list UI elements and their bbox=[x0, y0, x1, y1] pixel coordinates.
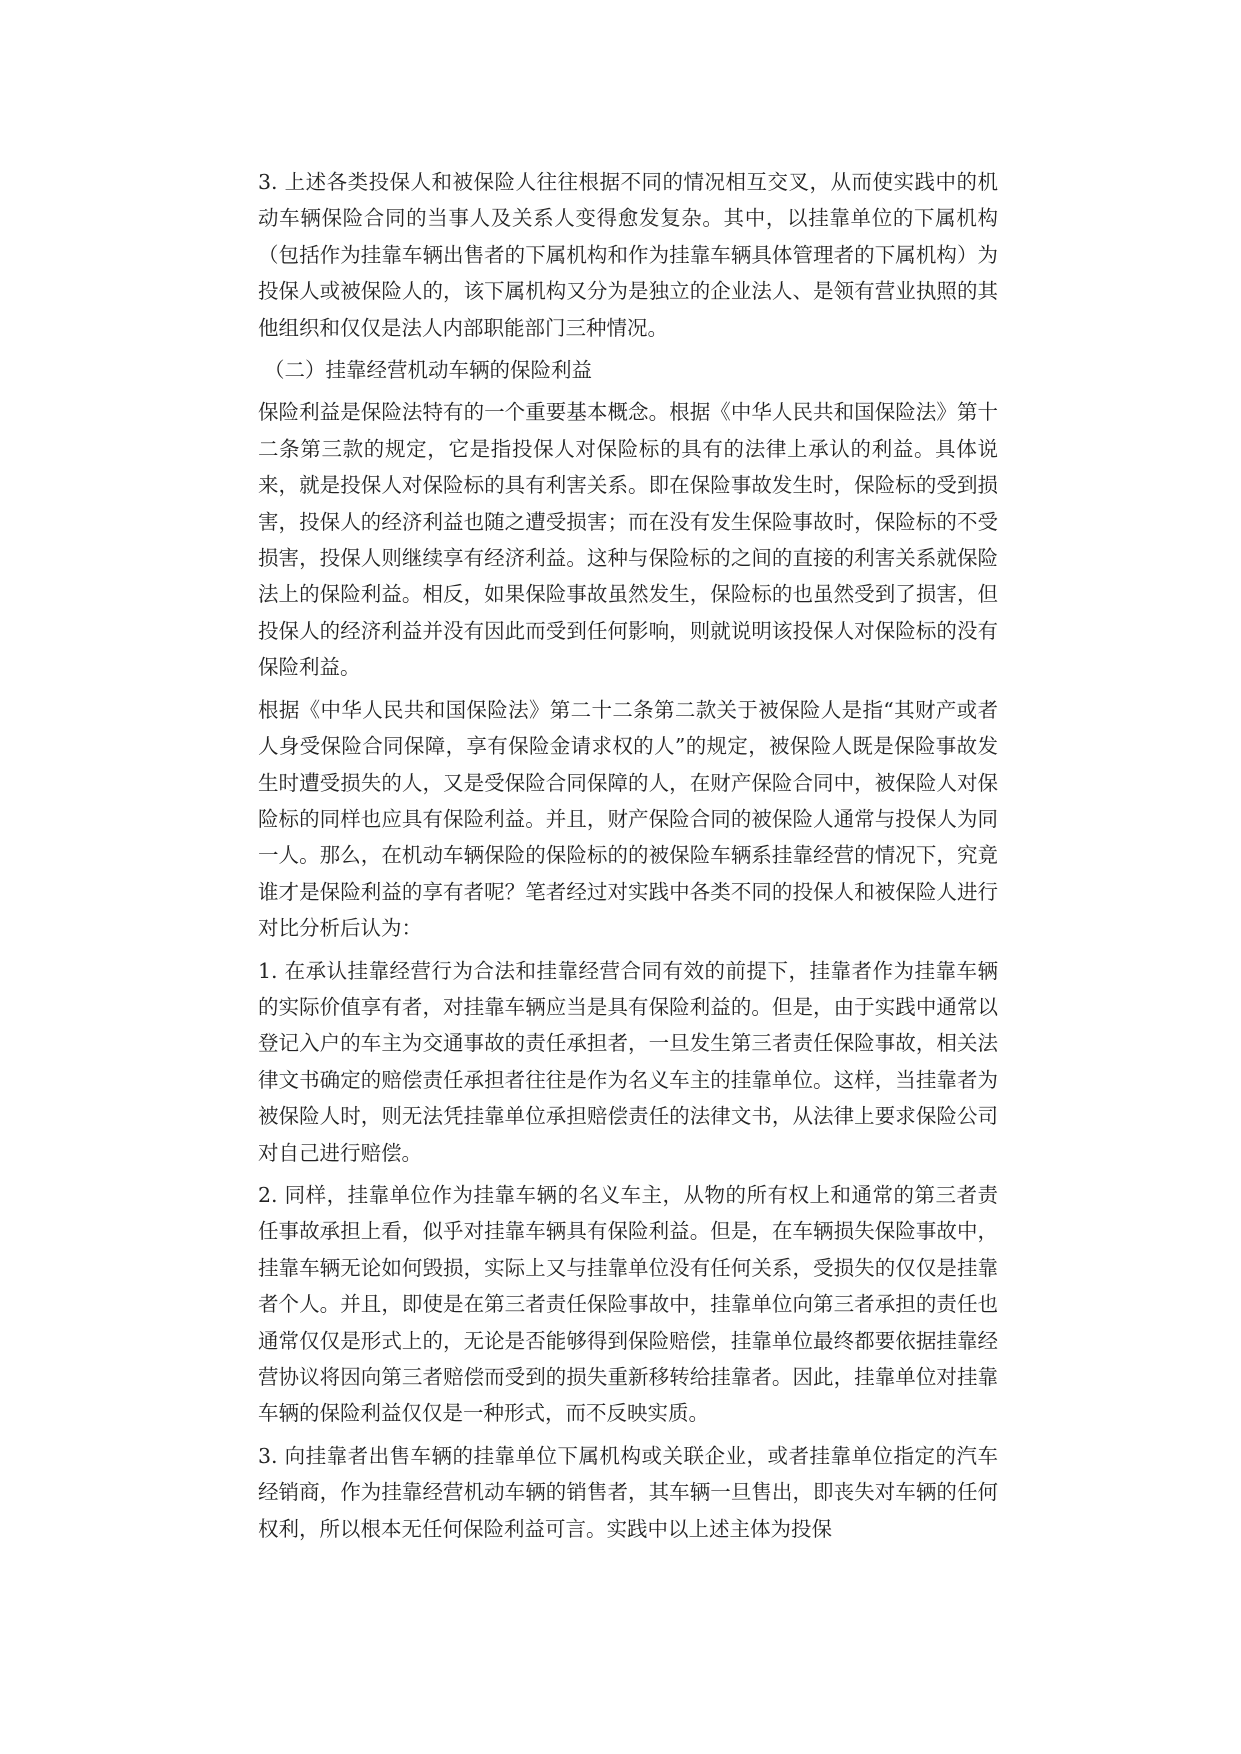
paragraph-item-3-parties-overlap: 3. 上述各类投保人和被保险人往往根据不同的情况相互交叉，从而使实践中的机动车辆保险合同的当事人及关系人变得愈发复杂。其中，以挂靠单位的下属机构（包括作为挂靠车辆出售者的下属机构和作为挂靠车辆具体管理者的下属机构）为投保人或被保险人的，该下属机构又分为是独立的企业法人、是领有营业执照的其他组织和仅仅是法人内部职能部门三种情况。 bbox=[258, 170, 998, 340]
paragraph-insurable-interest-definition: 保险利益是保险法特有的一个重要基本概念。根据《中华人民共和国保险法》第十二条第三款的规定，它是指投保人对保险标的具有的法律上承认的利益。具体说来，就是投保人对保险标的具有利害关系。即在保险事故发生时，保险标的受到损害，投保人的经济利益也随之遭受损害；而在没有发生保险事故时，保险标的不受损害，投保人则继续享有经济利益。这种与保险标的之间的直接的利害关系就保险法上的保险利益。相反，如果保险事故虽然发生，保险标的也虽然受到了损害，但投保人的经济利益并没有因此而受到任何影响，则就说明该投保人对保险标的没有保险利益。 bbox=[258, 400, 998, 680]
paragraph-item-1-affiliated-party: 1. 在承认挂靠经营行为合法和挂靠经营合同有效的前提下，挂靠者作为挂靠车辆的实际价值享有者，对挂靠车辆应当是具有保险利益的。但是，由于实践中通常以登记入户的车主为交通事故的责任承担者，一旦发生第三者责任保险事故，相关法律文书确定的赔偿责任承担者往往是作为名义车主的挂靠单位。这样，当挂靠者为被保险人时，则无法凭挂靠单位承担赔偿责任的法律文书，从法律上要求保险公司对自己进行赔偿。 bbox=[258, 958, 998, 1165]
paragraph-insured-person-definition: 根据《中华人民共和国保险法》第二十二条第二款关于被保险人是指“其财产或者人身受保险合同保障，享有保险金请求权的人”的规定，被保险人既是保险事故发生时遭受损失的人，又是受保险合同保障的人，在财产保险合同中，被保险人对保险标的同样也应具有保险利益。并且，财产保险合同的被保险人通常与投保人为同一人。那么，在机动车辆保险的保险标的的被保险车辆系挂靠经营的情况下，究竟谁才是保险利益的享有者呢？笔者经过对实践中各类不同的投保人和被保险人进行对比分析后认为： bbox=[258, 697, 998, 941]
section-heading-insurable-interest: （二）挂靠经营机动车辆的保险利益 bbox=[264, 358, 592, 383]
paragraph-item-2-affiliated-unit: 2. 同样，挂靠单位作为挂靠车辆的名义车主，从物的所有权上和通常的第三者责任事故承担上看，似乎对挂靠车辆具有保险利益。但是，在车辆损失保险事故中，挂靠车辆无论如何毁损，实际上又与挂靠单位没有任何关系，受损失的仅仅是挂靠者个人。并且，即使是在第三者责任保险事故中，挂靠单位向第三者承担的责任也通常仅仅是形式上的，无论是否能够得到保险赔偿，挂靠单位最终都要依据挂靠经营协议将因向第三者赔偿而受到的损失重新移转给挂靠者。因此，挂靠单位对挂靠车辆的保险利益仅仅是一种形式，而不反映实质。 bbox=[258, 1182, 998, 1426]
document-body bbox=[258, 164, 998, 1553]
paragraph-item-3-vehicle-seller: 3. 向挂靠者出售车辆的挂靠单位下属机构或关联企业，或者挂靠单位指定的汽车经销商，作为挂靠经营机动车辆的销售者，其车辆一旦售出，即丧失对车辆的任何权利，所以根本无任何保险利益可言。实践中以上述主体为投保 bbox=[258, 1443, 998, 1541]
